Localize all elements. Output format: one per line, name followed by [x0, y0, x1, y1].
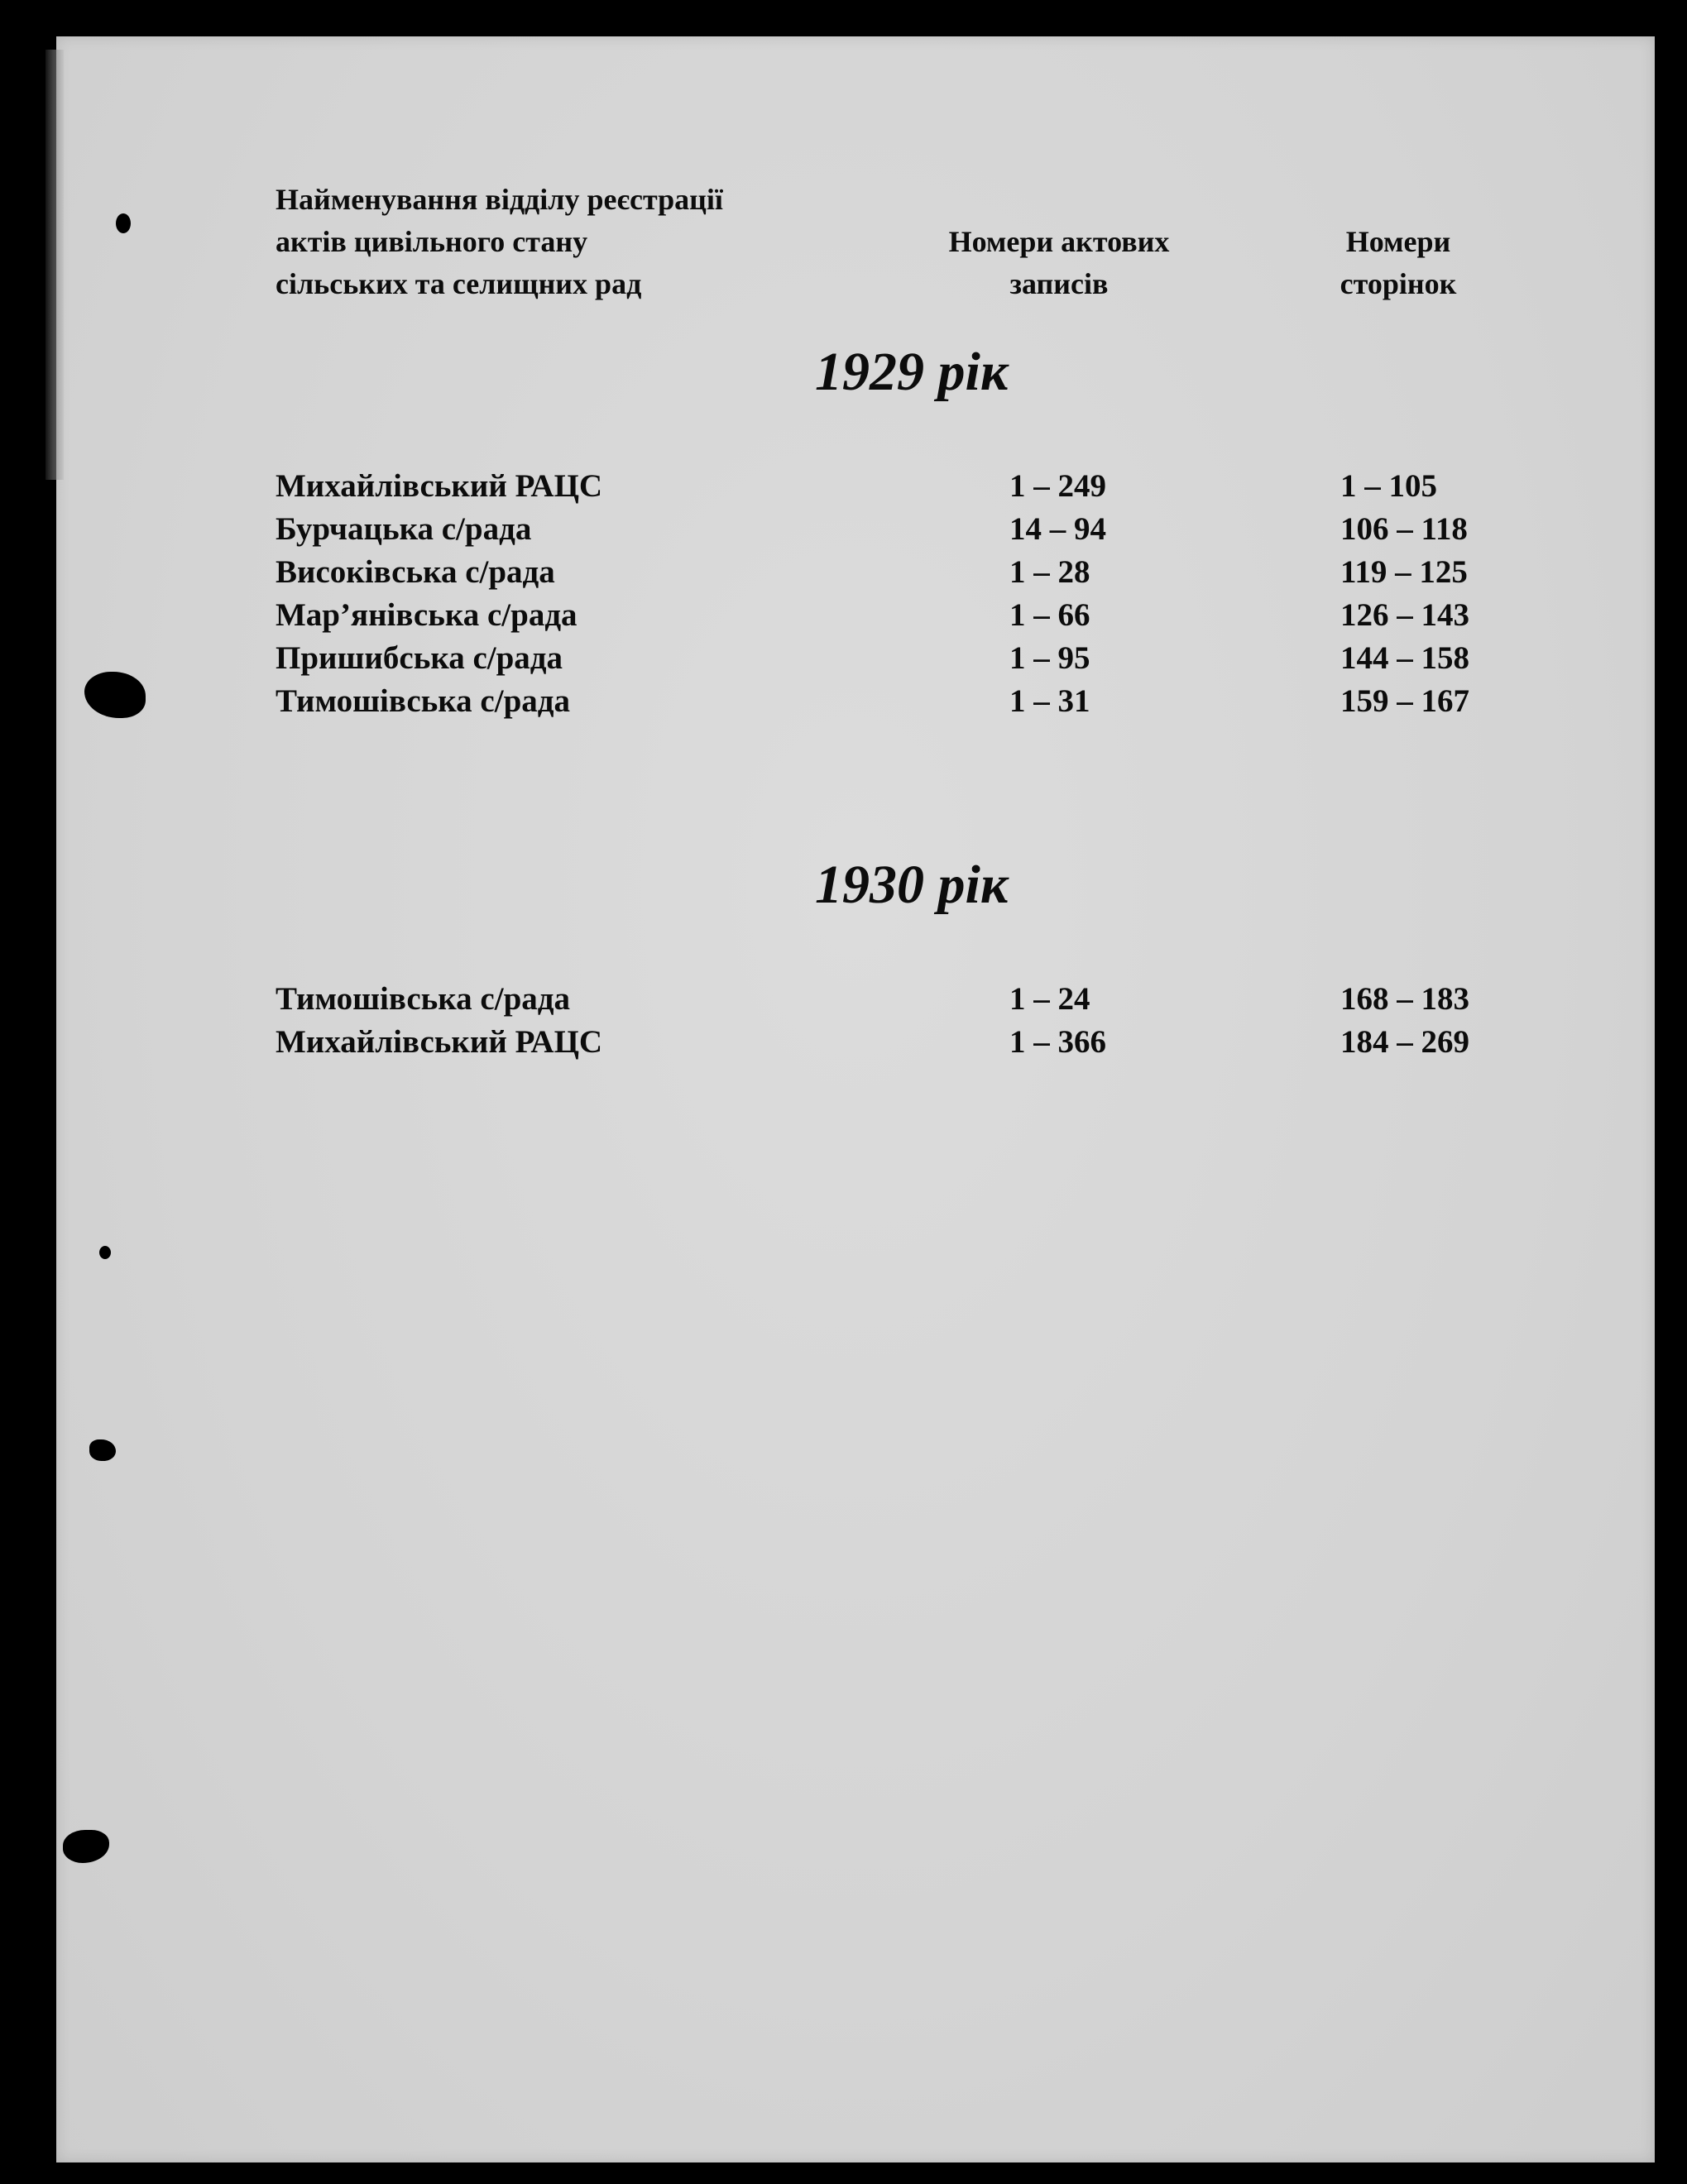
- record-numbers: 1 – 28: [1009, 554, 1090, 590]
- header-records-line-2: записів: [1009, 267, 1109, 300]
- binding-hole: [89, 1439, 116, 1461]
- section-year-1930: 1930 рік: [815, 855, 1009, 915]
- office-name: Мар’янівська с/рада: [276, 597, 578, 633]
- page-numbers: 159 – 167: [1340, 683, 1469, 719]
- header-name-line-3: сільських та селищних рад: [276, 267, 642, 300]
- table-row: [0, 595, 1687, 638]
- page-numbers: 106 – 118: [1340, 511, 1468, 547]
- office-name: Михайлівський РАЦС: [276, 1024, 603, 1060]
- section-year-1929: 1929 рік: [815, 342, 1009, 402]
- page-numbers: 144 – 158: [1340, 640, 1469, 676]
- office-name: Пришибська с/рада: [276, 640, 563, 676]
- header-name-line-1: Найменування відділу реєстрації: [276, 183, 723, 216]
- header-pages-line-2: сторінок: [1340, 267, 1457, 300]
- header-records-line-1: Номери актових: [948, 225, 1170, 258]
- office-name: Тимошівська с/рада: [276, 981, 570, 1017]
- record-numbers: 1 – 95: [1009, 640, 1090, 676]
- table-row: [0, 979, 1687, 1022]
- table-row: [0, 466, 1687, 509]
- binding-hole: [99, 1246, 111, 1259]
- page-numbers: 1 – 105: [1340, 468, 1437, 504]
- office-name: Високівська с/рада: [276, 554, 555, 590]
- table-row: [0, 552, 1687, 595]
- office-name: Михайлівський РАЦС: [276, 468, 603, 504]
- page-torn-edge: [46, 50, 64, 480]
- page-numbers: 168 – 183: [1340, 981, 1469, 1017]
- binding-hole: [116, 213, 131, 233]
- table-row: [0, 681, 1687, 724]
- record-numbers: 1 – 66: [1009, 597, 1090, 633]
- record-numbers: 1 – 366: [1009, 1024, 1106, 1060]
- record-numbers: 1 – 31: [1009, 683, 1090, 719]
- office-name: Тимошівська с/рада: [276, 683, 570, 719]
- table-row: [0, 509, 1687, 552]
- page-numbers: 126 – 143: [1340, 597, 1469, 633]
- page-numbers: 184 – 269: [1340, 1024, 1469, 1060]
- header-pages-line-1: Номери: [1345, 225, 1451, 258]
- record-numbers: 1 – 24: [1009, 981, 1090, 1017]
- table-row: [0, 638, 1687, 681]
- record-numbers: 14 – 94: [1009, 511, 1106, 547]
- page-numbers: 119 – 125: [1340, 554, 1468, 590]
- record-numbers: 1 – 249: [1009, 468, 1106, 504]
- header-name-line-2: актів цивільного стану: [276, 225, 588, 258]
- office-name: Бурчацька с/рада: [276, 511, 532, 547]
- table-row: [0, 1022, 1687, 1065]
